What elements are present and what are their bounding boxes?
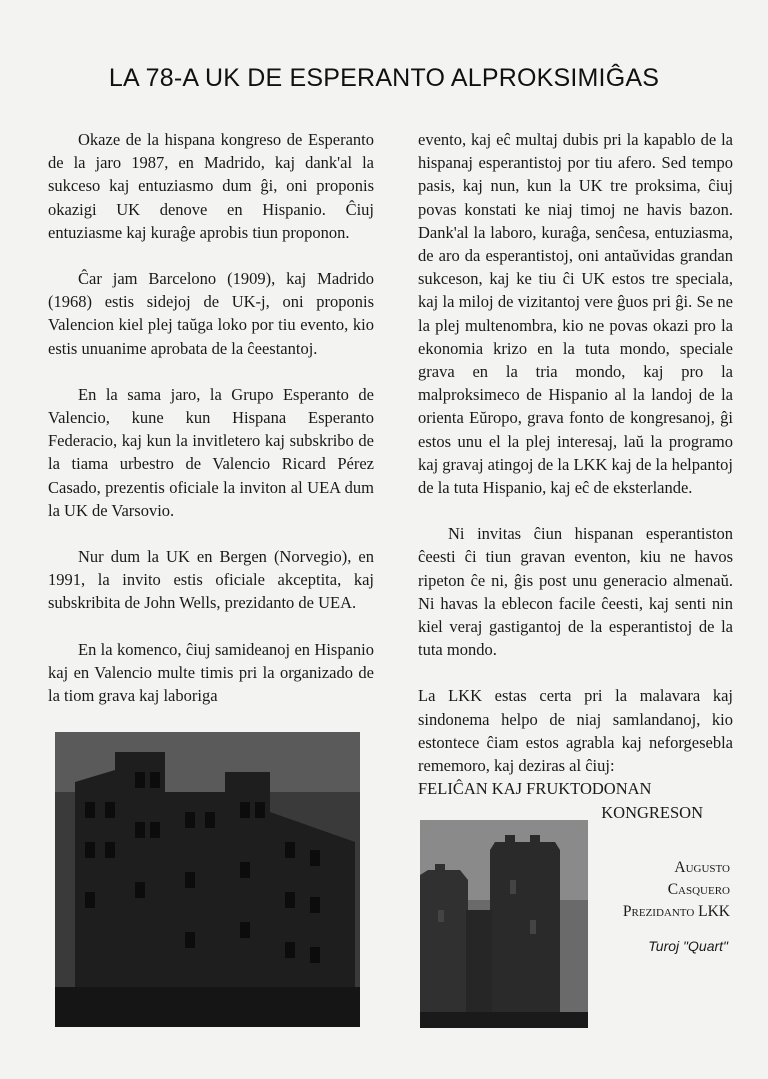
paragraph: evento, kaj eĉ multaj dubis pri la kapablo de la hispanaj esperantistoj por tiu afero. Sed tempo pasis, kaj nun, kun la UK tre proksima, ĉiuj povas konstati ke niaj timoj ne havis bazon. Dank'al la laboro, kuraĝa, senĉesa, entuziasma, de aro da esperantistoj, oni antaŭvidas grandan sukceson, kaj ke tiu ĉi UK estos tre speciala, kaj la miloj de vizitantoj vere ĝuos pri ĝi. Se ne la plej multenombra, kio ne povas okazi pro la ekonomia krizo en la tuta mondo, speciale grava en la tria mondo, kaj pro la malproksimeco de Hispanio al la landoj de la orienta Eŭropo, grava fonto de kongresanoj, ĝi estos unu el la plej interesaj, laŭ la programo kaj gravaj atingoj de la LKK kaj de la helpantoj de la tuta Hispanio, kaj eĉ de eksterlande. [418,130,733,498]
paragraph: En la komenco, ĉiuj samideanoj en Hispanio kaj en Valencio multe timis pri la organizado de la tiom grava kaj laboriga [48,639,374,706]
paragraph: Nur dum la UK en Bergen (Norvegio), en 1991, la invito estis oficiale akceptita, kaj subskribita de John Wells, prezidanto de UEA. [48,547,374,613]
signature-name: Augusto [674,859,730,876]
closing-slogan-end: KONGRESON [601,803,703,823]
article-title: LA 78-A UK DE ESPERANTO ALPROKSIMIĜAS [108,64,660,92]
left-column [48,128,374,730]
paragraph [418,684,733,824]
towers-photo [420,820,588,1028]
closing-paragraph-text: La LKK estas certa pri la malavara kaj sindonema helpo de niaj samlandanoj, kio estontece ĉiam estos agrabla kaj neforgesebla rememoro, kaj deziras al ĉiuj: [418,686,733,776]
signature-surname: Casquero [667,881,730,898]
signature-role: Prezidanto LKK [622,903,730,920]
building-photo [55,732,360,1027]
closing-slogan: FELIĈAN KAJ FRUKTODONAN [418,779,652,799]
paragraph: En la sama jaro, la Grupo Esperanto de Valencio, kune kun Hispana Esperanto Federacio, kaj kun la invitletero kaj subskribo de la tiama urbestro de Valencio Ricard Pérez Casado, prezentis oficiale la inviton al UEA dum la UK de Varsovio. [48,384,374,520]
photo-caption: Turoj "Quart" [648,938,728,954]
paragraph: Ni invitas ĉiun hispanan esperantiston ĉeesti ĉi tiun gravan eventon, kiu ne havos ripeton ĉe ni, ĝis post unu generacio almenaŭ. Ni havas la eblecon facile ĉeesti, kaj senti nin kiel veraj gastigantoj de la esperantistoj de la tuta mondo. [418,524,733,660]
right-column [418,128,733,825]
paragraph: Okaze de la hispana kongreso de Esperanto de la jaro 1987, en Madrido, kaj dank'al la sukceso kaj entuziasmo dum ĝi, oni proponis okazigi UK denove en Hispanio. Ĉiuj entuziasme kaj kuraĝe aprobis tiun proponon. [48,130,374,242]
paragraph: Ĉar jam Barcelono (1909), kaj Madrido (1968) estis sidejoj de UK-j, oni proponis Valencion kiel plej taŭga loko por tiu evento, kio estis unuanime aprobata de la ĉeestantoj. [48,269,374,358]
